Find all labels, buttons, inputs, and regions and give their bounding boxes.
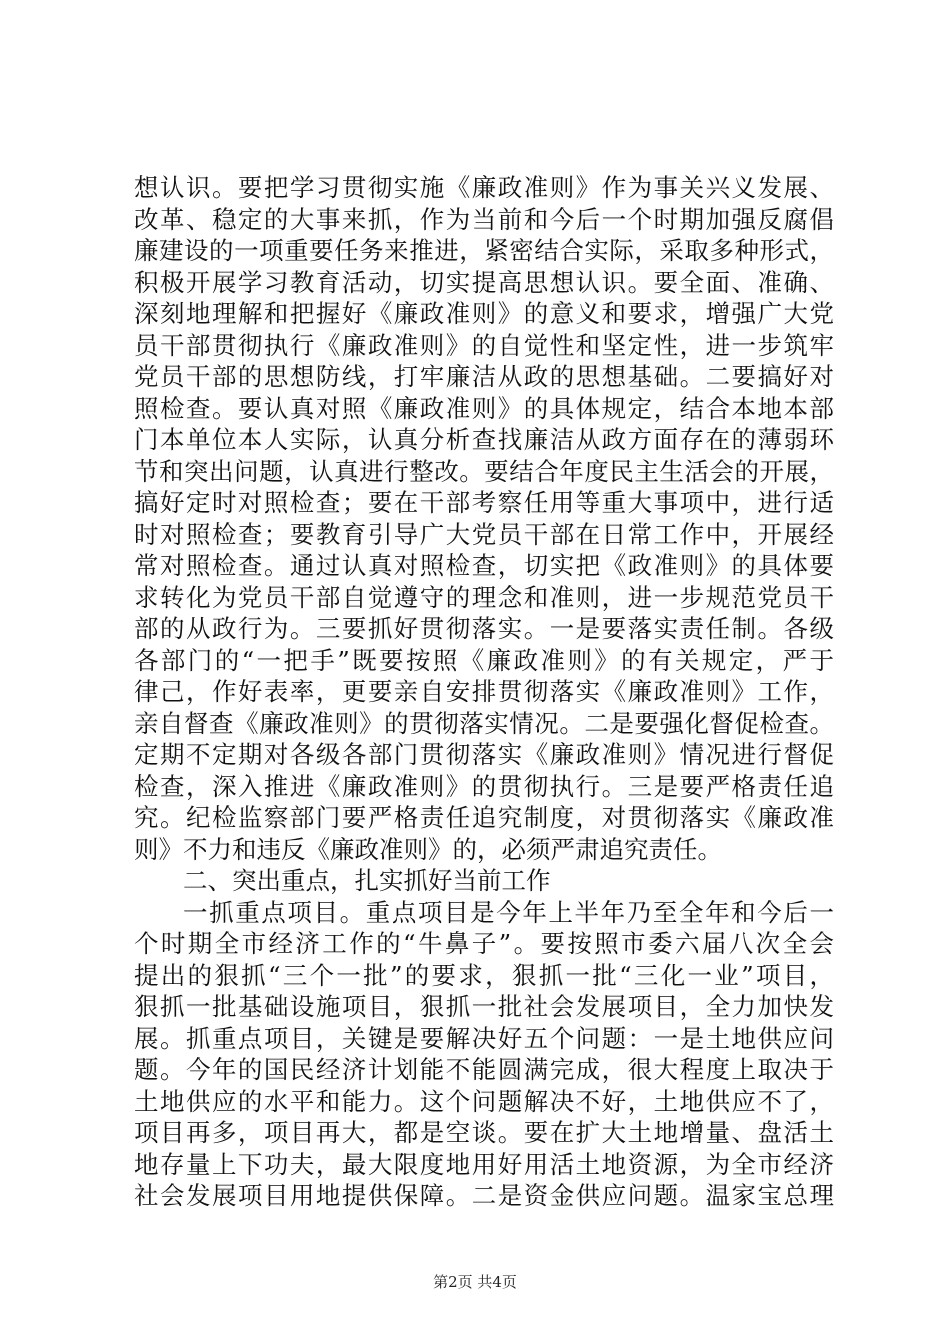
text-line: 门本单位本人实际，认真分析查找廉洁从政方面存在的薄弱环 <box>134 425 834 454</box>
text-line: 地存量上下功夫，最大限度地用好用活土地资源，为全市经济 <box>134 1149 834 1179</box>
text-line: 一抓重点项目。重点项目是今年上半年乃至全年和今后一 <box>183 897 834 927</box>
text-line: 律己，作好表率，更要亲自安排贯彻落实《廉政准则》工作， <box>134 677 834 706</box>
text-line: 各部门的“一把手”既要按照《廉政准则》的有关规定，严于 <box>134 645 834 675</box>
text-line: 搞好定时对照检查；要在干部考察任用等重大事项中，进行适 <box>134 488 834 517</box>
text-line: 展。抓重点项目，关键是要解决好五个问题：一是土地供应问 <box>134 1023 834 1053</box>
text-line: 员干部贯彻执行《廉政准则》的自觉性和坚定性，进一步筑牢 <box>134 330 834 360</box>
text-line: 土地供应的水平和能力。这个问题解决不好，土地供应不了， <box>134 1086 834 1116</box>
document-body <box>134 172 834 1212</box>
text-line: 党员干部的思想防线，打牢廉洁从政的思想基础。二要搞好对 <box>134 362 834 391</box>
text-line: 节和突出问题，认真进行整改。要结合年度民主生活会的开展， <box>134 456 834 486</box>
section-heading: 二、突出重点，扎实抓好当前工作 <box>183 866 551 895</box>
text-line: 社会发展项目用地提供保障。二是资金供应问题。温家宝总理 <box>134 1181 834 1210</box>
text-line: 部的从政行为。三要抓好贯彻落实。一是要落实责任制。各级 <box>134 614 834 643</box>
page-number-footer: 第2页 共4页 <box>433 1273 517 1291</box>
text-line: 究。纪检监察部门要严格责任追究制度，对贯彻落实《廉政准 <box>134 803 834 832</box>
text-line: 提出的狠抓“三个一批”的要求，狠抓一批“三化一业”项目， <box>134 960 834 990</box>
text-line: 亲自督查《廉政准则》的贯彻落实情况。二是要强化督促检查。 <box>134 708 834 738</box>
text-line: 狠抓一批基础设施项目，狠抓一批社会发展项目，全力加快发 <box>134 992 834 1021</box>
text-line: 题。今年的国民经济计划能不能圆满完成，很大程度上取决于 <box>134 1055 834 1084</box>
text-line: 求转化为党员干部自觉遵守的理念和准则，进一步规范党员干 <box>134 582 834 612</box>
text-line: 个时期全市经济工作的“牛鼻子”。要按照市委六届八次全会 <box>134 929 834 958</box>
text-line: 廉建设的一项重要任务来推进，紧密结合实际，采取多种形式， <box>134 236 834 265</box>
text-line: 定期不定期对各级各部门贯彻落实《廉政准则》情况进行督促 <box>134 740 834 769</box>
text-line: 时对照检查；要教育引导广大党员干部在日常工作中，开展经 <box>134 519 834 549</box>
text-line: 深刻地理解和把握好《廉政准则》的意义和要求，增强广大党 <box>134 299 834 328</box>
text-line: 想认识。要把学习贯彻实施《廉政准则》作为事关兴义发展、 <box>134 173 834 202</box>
text-line: 改革、稳定的大事来抓，作为当前和今后一个时期加强反腐倡 <box>134 204 834 234</box>
text-line: 常对照检查。通过认真对照检查，切实把《政准则》的具体要 <box>134 551 834 580</box>
text-line: 则》不力和违反《廉政准则》的，必须严肃追究责任。 <box>134 834 722 864</box>
text-line: 检查，深入推进《廉政准则》的贯彻执行。三是要严格责任追 <box>134 771 834 801</box>
text-line: 项目再多，项目再大，都是空谈。要在扩大土地增量、盘活土 <box>134 1118 834 1147</box>
text-line: 照检查。要认真对照《廉政准则》的具体规定，结合本地本部 <box>134 393 834 423</box>
text-line: 积极开展学习教育活动，切实提高思想认识。要全面、准确、 <box>134 267 834 297</box>
